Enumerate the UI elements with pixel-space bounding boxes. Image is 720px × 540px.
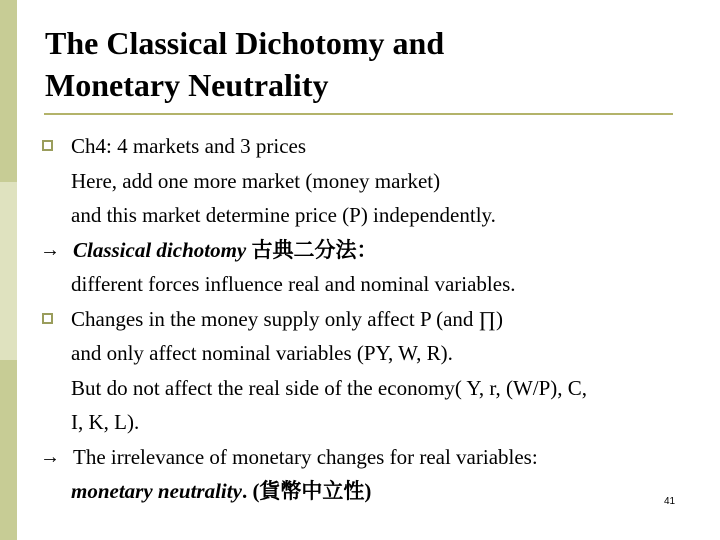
title-line-1: The Classical Dichotomy and: [45, 25, 445, 61]
line-6-text: Changes in the money supply only affect P (and ∏): [71, 306, 503, 331]
page-number: 41: [664, 496, 676, 507]
line-1-text: Ch4: 4 markets and 3 prices: [71, 134, 307, 158]
sidebar-segment-middle: [0, 182, 17, 360]
square-bullet-icon: [42, 140, 53, 151]
line-2: Here, add one more market (money market): [71, 168, 441, 193]
sidebar-segment-bottom: [0, 360, 17, 540]
term-monetary-neutrality: monetary neutrality: [71, 479, 242, 503]
title-divider: [44, 113, 673, 115]
title-line-2: Monetary Neutrality: [45, 67, 329, 103]
slide-body: [40, 130, 700, 510]
bullet-item-2: [40, 303, 700, 338]
right-arrow-icon: →: [40, 445, 60, 468]
line-7: and only affect nominal variables (PY, W, R).: [71, 341, 453, 365]
term-monetary-neutrality-cjk: . (貨幣中立性): [241, 479, 372, 503]
square-bullet-icon: [42, 313, 53, 324]
line-11: [40, 475, 700, 510]
term-classical-dichotomy-cjk: 古典二分法：: [246, 237, 378, 262]
term-classical-dichotomy: Classical dichotomy: [73, 237, 247, 262]
arrow-item-2: [40, 441, 700, 476]
line-10-text: The irrelevance of monetary changes for real variables:: [73, 444, 538, 469]
line-8: But do not affect the real side of the economy( Y, r, (W/P), C,: [71, 375, 588, 400]
line-9: I, K, L).: [71, 410, 140, 434]
right-arrow-icon: →: [40, 238, 60, 261]
sidebar-segment-top: [0, 0, 17, 182]
sidebar-accent: [0, 0, 17, 540]
arrow-item-1: [40, 234, 700, 269]
line-5: different forces influence real and nominal variables.: [71, 272, 516, 296]
line-3: and this market determine price (P) independently.: [71, 203, 496, 227]
slide-title: [45, 22, 685, 106]
bullet-item-1: [40, 130, 700, 165]
